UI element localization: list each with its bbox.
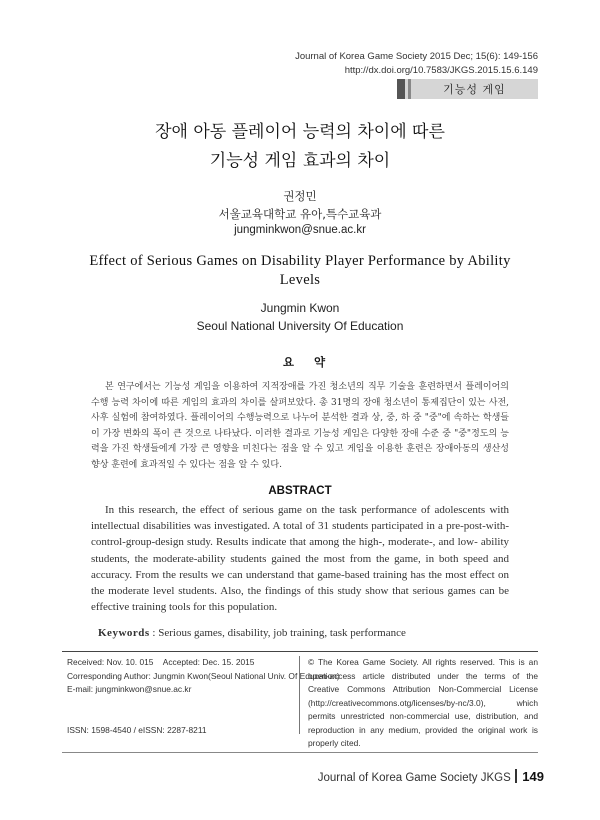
doi-link[interactable]: http://dx.doi.org/10.7583/JKGS.2015.15.6.149: [344, 65, 538, 76]
article-metadata: [67, 656, 340, 737]
journal-citation-line: Journal of Korea Game Society 2015 Dec; 15(6): 149-156: [295, 51, 538, 62]
korean-title-line: 기능성 게임 효과의 차이: [209, 151, 391, 171]
english-abstract-heading: ABSTRACT: [268, 485, 332, 497]
page-number: 149: [522, 769, 544, 784]
korean-author: 권정민: [283, 189, 317, 203]
korean-affiliation: 서울교육대학교 유아,특수교육과: [218, 207, 382, 221]
english-abstract: In this research, the effect of serious game on the task performance of adolescents with intellectual disabilities was investigated. A total of 31 students participated in a pre-post-with-control-group-design study. Results indicate that among the high-, moderate-, and low- ability students, the moderate-ability students gained the most from the game, in both speed and accuracy. From the results we can understand that game-based training has the most effect on the moderate level students. Also, the findings of this study show that serious games can be effective training tools for this population.: [91, 504, 509, 614]
corresponding-author: Corresponding Author: Jungmin Kwon(Seoul National Univ. Of Education): [67, 670, 340, 681]
keywords-label: Keywords: [98, 627, 150, 639]
footer-rule: [62, 752, 538, 753]
corresponding-email[interactable]: E-mail: jungminkwon@snue.ac.kr: [67, 684, 192, 694]
category-label: 기능성 게임: [443, 83, 506, 96]
page-footer: [318, 769, 544, 784]
author-email[interactable]: jungminkwon@snue.ac.kr: [234, 224, 366, 236]
keywords: [98, 627, 406, 639]
metadata-column-divider: [299, 656, 300, 734]
footer-journal-name: Journal of Korea Game Society JKGS: [317, 772, 511, 784]
dates-row: [67, 656, 297, 670]
english-title: Effect of Serious Games on Disability Player Performance by Ability Levels: [89, 253, 511, 288]
korean-title-line: 장애 아동 플레이어 능력의 차이에 따른: [155, 122, 445, 142]
korean-abstract-heading: 요 약: [282, 355, 334, 369]
category-banner: [397, 79, 538, 99]
accepted-date: Accepted: Dec. 15. 2015: [162, 657, 255, 667]
metadata-top-rule: [62, 651, 538, 652]
korean-title: [60, 118, 540, 176]
footer-separator: [515, 769, 518, 783]
issn: ISSN: 1598-4540 / eISSN: 2287-8211: [67, 724, 207, 735]
korean-abstract: 본 연구에서는 기능성 게임을 이용하여 지적장애를 가진 청소년의 직무 기술을 훈련하면서 플레이어의 수행 능력 차이에 따른 게임의 효과의 차이를 살펴보았다. 총 31명의 장애 청소년이 통제집단이 있는 사전, 사후 실험에 참여하였다. 플레이어의 수행능력으로 나누어 분석한 결과 상, 중, 하 중 "중"에 속하는 학생들이 가장 변화의 폭이 큰 것으로 나타났다. 이러한 결과로 기능성 게임은 다양한 장애 수준 중 "중"정도의 능력을 가진 학생들에게 가장 큰 영향을 미친다는 점을 알 수 있고 게임을 이용한 훈련은 장애아동의 생산성 향상 훈련에 효과적일 수 있다는 점을 알 수 있다.: [91, 382, 509, 470]
english-author: Jungmin Kwon: [260, 301, 340, 315]
copyright-notice: © The Korea Game Society. All rights reserved. This is an open-access article distributed under the terms of the Creative Commons Attribution Non-Commercial License (http://creativecommons.otg/licenses/by-nc/3.0), which permits unrestricted non-commercial use, distribution, and reproduction in any medium, provided the original work is properly cited.: [308, 657, 538, 748]
received-date: Received: Nov. 10. 015: [67, 657, 154, 667]
english-affiliation: Seoul National University Of Education: [196, 319, 404, 333]
journal-citation: [295, 50, 538, 78]
keywords-list: : Serious games, disability, job training, task performance: [152, 627, 406, 639]
